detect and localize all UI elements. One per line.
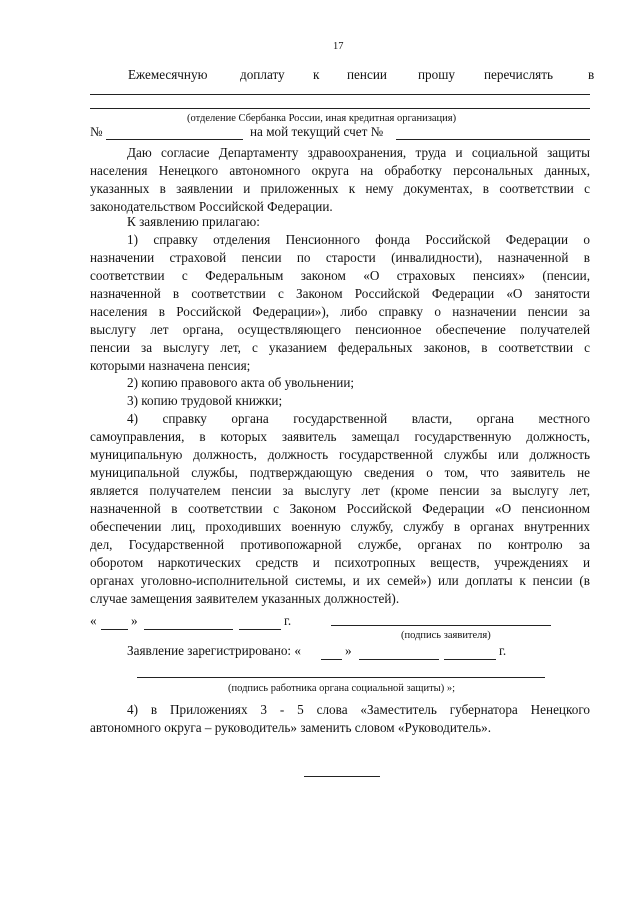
item3: 3) копию трудовой книжки; [127,393,283,408]
item4-line: 4) справку органа государственной власти, органа местного [127,411,590,426]
date-year-line [239,629,281,630]
item1-line: 1) справку отделения Пенсионного фонда Российской Федерации о [127,232,590,247]
intro-word: доплату [240,67,285,82]
page-number: 17 [333,41,344,52]
intro-word: Ежемесячную [128,67,208,82]
attach-heading: К заявлению прилагаю: [127,214,260,229]
consent-line: законодательством Российской Федерации. [90,199,333,214]
intro-word: к [313,67,320,82]
intro-word: пенсии [347,67,387,82]
intro-word: в [588,67,595,82]
worker-signature-caption: (подпись работника органа социальной защиты) »; [228,683,455,694]
consent-line: Даю согласие Департаменту здравоохранения, труда и социальной защиты [127,145,590,160]
reg-month-line [359,659,439,660]
amendment-line: автономного округа – руководитель» заменить словом «Руководитель». [90,720,491,735]
reg-year-suffix: г. [499,643,507,658]
bank-name-line-2 [90,108,590,109]
item1-line: выслугу лет органа, осуществляющего пенсионное обеспечение получателей [90,322,590,337]
date-day-line [101,629,128,630]
applicant-signature-line [331,625,551,626]
account-label: на мой текущий счет № [250,124,384,139]
item1-line: пенсии за выслугу лет, с указанием федеральных законов, в соответствии с [90,340,590,355]
intro-word: перечислять [484,67,553,82]
end-separator [304,776,380,777]
account-field-line [396,139,590,140]
consent-line: указанных в заявлении и приложенных к нему документах, в соответствии с [90,181,590,196]
registered-label: Заявление зарегистрировано: « [127,643,301,658]
reg-day-line [321,659,342,660]
intro-word: прошу [418,67,455,82]
item1-line: которыми назначена пенсия; [90,358,251,373]
bank-name-line-1 [90,94,590,95]
item4-line: обеспечении лиц, проходивших военную службу, службу в органах внутренних [90,519,590,534]
item1-line: назначении страховой пенсии по старости (инвалидности), назначенной в [90,250,590,265]
item4-line: является получателем пенсии за выслугу лет (кроме пенсии за выслугу лет, [90,483,590,498]
applicant-signature-caption: (подпись заявителя) [401,630,491,641]
date-quote-open: « [90,613,97,628]
item1-line: населения в Российской Федерации»), либо справку о назначении пенсии за [90,304,590,319]
reg-year-line [444,659,496,660]
number-field-line [106,139,243,140]
number-label: № [90,124,103,139]
date-quote-close: » [131,613,138,628]
item4-line: оборотом наркотических средств и психотропных веществ, учреждениях и [90,555,590,570]
item4-line: муниципальную должность, должность государственной службы или должность [90,447,590,462]
item4-line: дел, Государственной противопожарной службе, органах по контролю за [90,537,590,552]
bank-caption: (отделение Сбербанка России, иная кредитная организация) [187,113,457,124]
reg-quote-close: » [345,643,352,658]
amendment-line: 4) в Приложениях 3 - 5 слова «Заместитель губернатора Ненецкого [127,702,590,717]
date-year-suffix: г. [284,613,292,628]
item1-line: назначенной в соответствии с Законом Российской Федерации «О занятости [90,286,590,301]
item4-line: органах уголовно-исполнительной системы, и их семей») или доплаты к пенсии (в [90,573,590,588]
consent-line: населения Ненецкого автономного округа на обработку персональных данных, [90,163,590,178]
worker-signature-line [137,677,545,678]
item1-line: соответствии с Федеральным законом «О страховых пенсиях» (пенсии, [90,268,590,283]
item4-line: муниципальной службы, подтверждающую сведения о том, что заявитель не [90,465,590,480]
item4-line: самоуправления, в которых заявитель замещал государственную должность, [90,429,590,444]
item2: 2) копию правового акта об увольнении; [127,375,355,390]
item4-line: случае замещения заявителем указанных должностей). [90,591,400,606]
date-month-line [144,629,233,630]
item4-line: назначенной в соответствии с Законом Российской Федерации «О пенсионном [90,501,590,516]
